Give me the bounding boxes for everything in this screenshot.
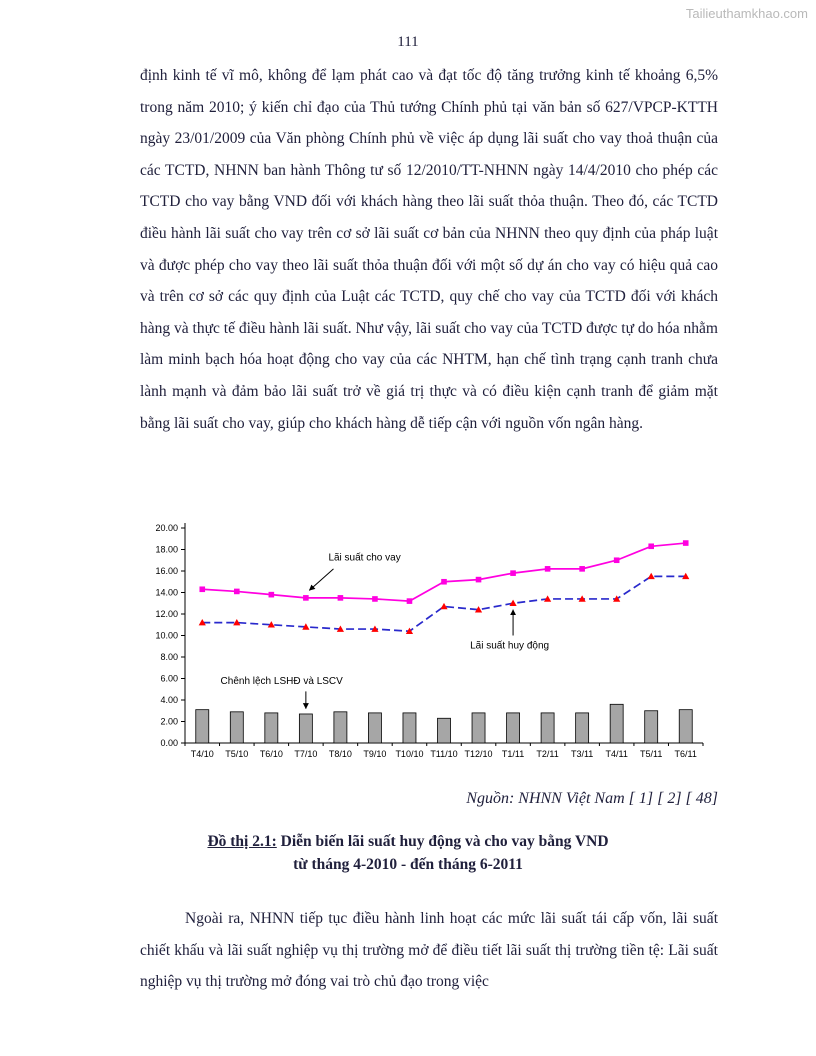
y-tick-label: 20.00 <box>155 523 178 533</box>
y-tick-label: 2.00 <box>160 716 178 727</box>
x-tick-label: T9/10 <box>363 749 387 759</box>
x-tick-label: T1/11 <box>501 749 525 759</box>
square-marker <box>303 595 309 601</box>
paragraph-intro: định kinh tế vĩ mô, không để lạm phát cao và đạt tốc độ tăng trưởng kinh tế khoảng 6,5% trong năm 2010; ý kiến chỉ đạo của Thủ tướng Chính phủ tại văn bản số 627/VPCP-KTTH ngày 23/01/2009 của Văn phòng Chính phủ về việc áp dụng lãi suất cho vay thoả thuận của các TCTD, NHNN ban hành Thông tư số 12/2010/TT-NHNN ngày 14/4/2010 cho phép các TCTD cho vay bằng VND đối với khách hàng theo lãi suất thỏa thuận. Theo đó, các TCTD điều hành lãi suất cho vay trên cơ sở lãi suất cơ bản của NHNN theo quy định của pháp luật và được phép cho vay theo lãi suất thỏa thuận đối với một số dự án cho vay có hiệu quả cao và trên cơ sở các quy định của Luật các TCTD, quy chế cho vay của TCTD đối với khách hàng và thực tế điều hành lãi suất. Như vậy, lãi suất cho vay của TCTD được tự do hóa nhằm làm minh bạch hóa hoạt động cho vay của các NHTM, hạn chế tình trạng cạnh tranh chưa lành mạnh và đảm bảo lãi suất trở về giá trị thực và có điều kiện cạnh tranh để giảm mặt bằng lãi suất cho vay, giúp cho khách hàng dễ tiếp cận với nguồn vốn ngân hàng. <box>140 67 718 432</box>
x-tick-label: T10/10 <box>395 749 424 759</box>
square-marker <box>234 589 240 595</box>
square-marker <box>441 579 447 585</box>
square-marker <box>407 598 413 604</box>
interest-rate-chart <box>143 516 723 766</box>
triangle-marker <box>648 573 655 579</box>
y-tick-label: 16.00 <box>155 566 178 576</box>
spread-bar <box>334 712 347 743</box>
x-tick-label: T5/11 <box>640 749 663 759</box>
y-tick-label: 4.00 <box>160 695 178 705</box>
square-marker <box>648 543 654 549</box>
x-tick-label: T6/11 <box>674 749 697 759</box>
x-tick-label: T4/10 <box>190 749 214 759</box>
x-tick-label: T3/11 <box>570 749 594 759</box>
x-tick-label: T11/10 <box>430 749 458 759</box>
x-tick-label: T4/11 <box>605 749 628 759</box>
spread-bar <box>507 713 520 743</box>
watermark: Tailieuthamkhao.com <box>685 6 808 21</box>
square-marker <box>545 566 551 572</box>
square-marker <box>579 566 585 572</box>
annotation-arrow <box>309 569 333 591</box>
annotation-label: Chênh lệch LSHĐ và LSCV <box>220 675 343 687</box>
x-tick-label: T5/10 <box>225 749 249 759</box>
paragraph-outro: Ngoài ra, NHNN tiếp tục điều hành linh hoạt các mức lãi suất tái cấp vốn, lãi suất chiết khấu và lãi suất nghiệp vụ thị trường mở để điều tiết lãi suất thị trường tiền tệ: Lãi suất nghiệp vụ thị trường mở đóng vai trò chủ đạo trong việc <box>140 910 718 991</box>
square-marker <box>269 592 275 598</box>
chart-caption <box>88 830 728 876</box>
triangle-marker <box>509 600 516 606</box>
spread-bar <box>299 714 312 743</box>
page-number: 111 <box>397 34 419 50</box>
annotation-label: Lãi suất cho vay <box>328 552 401 564</box>
spread-bar <box>541 713 554 743</box>
caption-label: Đồ thị 2.1: <box>207 833 277 850</box>
chart-source: Nguồn: NHNN Việt Nam [ 1] [ 2] [ 48] <box>466 790 718 807</box>
spread-bar <box>472 713 485 743</box>
square-marker <box>372 596 378 602</box>
y-tick-label: 0.00 <box>160 738 178 748</box>
y-tick-label: 14.00 <box>155 587 178 598</box>
square-marker <box>338 595 344 601</box>
square-marker <box>476 577 482 583</box>
spread-bar <box>576 713 589 743</box>
chart-container <box>143 516 723 768</box>
rate-line <box>202 543 685 601</box>
square-marker <box>199 586 205 592</box>
y-tick-label: 12.00 <box>155 609 178 619</box>
square-marker <box>683 540 689 546</box>
spread-bar <box>230 712 243 743</box>
x-tick-label: T7/10 <box>294 749 318 759</box>
annotation-label: Lãi suất huy động <box>470 640 550 652</box>
caption-title: Diễn biến lãi suất huy động và cho vay bằng VND <box>280 833 609 850</box>
spread-bar <box>368 713 381 743</box>
x-tick-label: T8/10 <box>328 749 352 759</box>
caption-subtitle: từ tháng 4-2010 - đến tháng 6-2011 <box>293 856 523 873</box>
spread-bar <box>438 718 451 743</box>
spread-bar <box>265 713 278 743</box>
spread-bar <box>196 710 209 743</box>
spread-bar <box>645 711 658 743</box>
square-marker <box>510 570 516 576</box>
spread-bar <box>610 704 623 743</box>
x-tick-label: T2/11 <box>536 749 559 759</box>
y-tick-label: 6.00 <box>160 673 178 684</box>
x-tick-label: T12/10 <box>464 749 493 759</box>
square-marker <box>614 557 620 563</box>
spread-bar <box>679 710 692 743</box>
y-tick-label: 10.00 <box>155 630 178 641</box>
y-tick-label: 18.00 <box>155 544 178 555</box>
y-tick-label: 8.00 <box>160 652 178 662</box>
x-tick-label: T6/10 <box>259 749 283 759</box>
spread-bar <box>403 713 416 743</box>
